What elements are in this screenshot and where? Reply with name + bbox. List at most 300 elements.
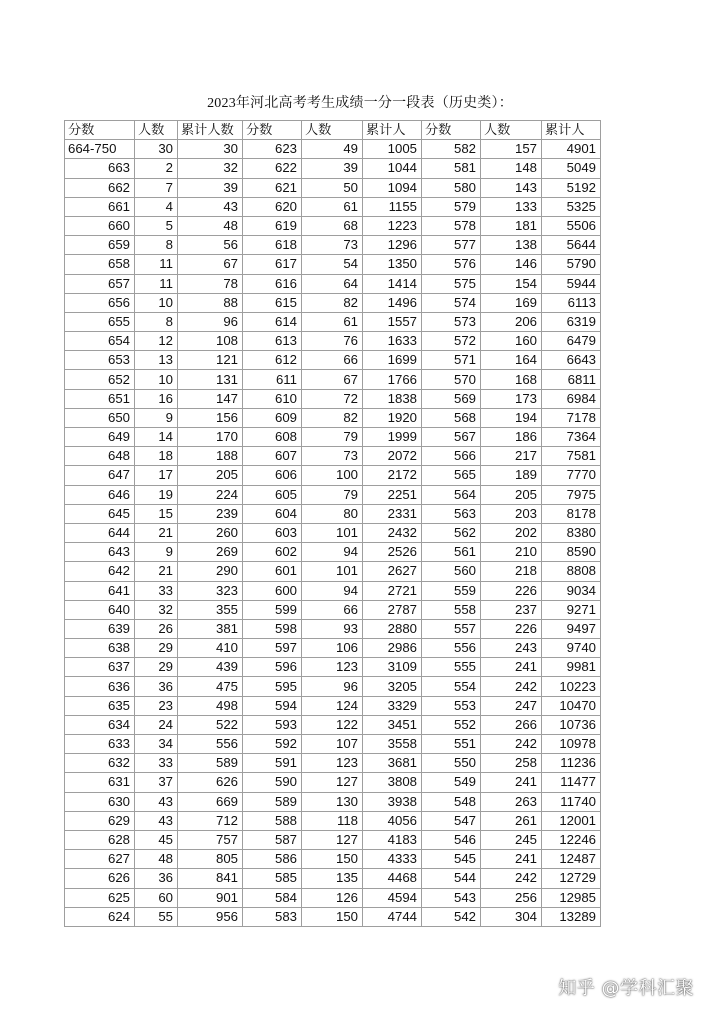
table-cell: 661 <box>65 197 135 216</box>
table-cell: 614 <box>243 312 302 331</box>
table-cell: 7975 <box>542 485 601 504</box>
table-cell: 9 <box>135 408 178 427</box>
table-cell: 32 <box>135 600 178 619</box>
table-cell: 130 <box>302 792 363 811</box>
table-cell: 564 <box>422 485 481 504</box>
table-cell: 3808 <box>363 773 422 792</box>
table-cell: 648 <box>65 447 135 466</box>
table-cell: 1155 <box>363 197 422 216</box>
table-cell: 655 <box>65 312 135 331</box>
table-cell: 24 <box>135 715 178 734</box>
table-cell: 11 <box>135 255 178 274</box>
table-cell: 355 <box>178 600 243 619</box>
table-cell: 544 <box>422 869 481 888</box>
table-row <box>65 140 601 159</box>
table-cell: 239 <box>178 504 243 523</box>
table-cell: 757 <box>178 830 243 849</box>
table-cell: 620 <box>243 197 302 216</box>
table-cell: 1496 <box>363 293 422 312</box>
table-cell: 247 <box>481 696 542 715</box>
table-cell: 439 <box>178 658 243 677</box>
table-cell: 1223 <box>363 216 422 235</box>
table-cell: 647 <box>65 466 135 485</box>
table-cell: 10470 <box>542 696 601 715</box>
table-row <box>65 888 601 907</box>
table-cell: 410 <box>178 639 243 658</box>
table-row <box>65 562 601 581</box>
table-cell: 3938 <box>363 792 422 811</box>
table-cell: 558 <box>422 600 481 619</box>
score-distribution-table <box>64 120 601 927</box>
table-cell: 79 <box>302 428 363 447</box>
table-cell: 241 <box>481 850 542 869</box>
table-cell: 13289 <box>542 907 601 926</box>
table-cell: 621 <box>243 178 302 197</box>
table-cell: 10 <box>135 370 178 389</box>
table-cell: 12 <box>135 332 178 351</box>
table-cell: 560 <box>422 562 481 581</box>
table-cell: 18 <box>135 447 178 466</box>
table-cell: 15 <box>135 504 178 523</box>
column-header: 累计人 <box>363 121 422 140</box>
table-cell: 597 <box>243 639 302 658</box>
table-cell: 6113 <box>542 293 601 312</box>
table-cell: 9034 <box>542 581 601 600</box>
table-cell: 593 <box>243 715 302 734</box>
table-row <box>65 312 601 331</box>
table-cell: 6643 <box>542 351 601 370</box>
table-cell: 107 <box>302 735 363 754</box>
table-row <box>65 543 601 562</box>
table-cell: 634 <box>65 715 135 734</box>
table-cell: 23 <box>135 696 178 715</box>
table-cell: 580 <box>422 178 481 197</box>
table-cell: 475 <box>178 677 243 696</box>
table-cell: 635 <box>65 696 135 715</box>
table-cell: 571 <box>422 351 481 370</box>
table-cell: 654 <box>65 332 135 351</box>
table-row <box>65 830 601 849</box>
table-cell: 662 <box>65 178 135 197</box>
table-cell: 8178 <box>542 504 601 523</box>
table-cell: 243 <box>481 639 542 658</box>
table-cell: 605 <box>243 485 302 504</box>
table-cell: 2331 <box>363 504 422 523</box>
table-cell: 241 <box>481 658 542 677</box>
table-cell: 604 <box>243 504 302 523</box>
table-cell: 556 <box>422 639 481 658</box>
table-cell: 598 <box>243 619 302 638</box>
table-cell: 381 <box>178 619 243 638</box>
table-body <box>65 140 601 927</box>
table-cell: 12001 <box>542 811 601 830</box>
table-cell: 644 <box>65 523 135 542</box>
table-cell: 50 <box>302 178 363 197</box>
table-cell: 577 <box>422 236 481 255</box>
column-header: 分数 <box>65 121 135 140</box>
table-cell: 575 <box>422 274 481 293</box>
table-cell: 323 <box>178 581 243 600</box>
table-cell: 1766 <box>363 370 422 389</box>
table-cell: 6811 <box>542 370 601 389</box>
table-row <box>65 581 601 600</box>
table-cell: 11740 <box>542 792 601 811</box>
table-cell: 61 <box>302 312 363 331</box>
table-cell: 124 <box>302 696 363 715</box>
table-cell: 169 <box>481 293 542 312</box>
table-cell: 625 <box>65 888 135 907</box>
table-cell: 194 <box>481 408 542 427</box>
table-cell: 122 <box>302 715 363 734</box>
table-cell: 2 <box>135 159 178 178</box>
table-cell: 5325 <box>542 197 601 216</box>
table-cell: 6479 <box>542 332 601 351</box>
table-cell: 568 <box>422 408 481 427</box>
table-cell: 8590 <box>542 543 601 562</box>
table-cell: 66 <box>302 600 363 619</box>
table-cell: 131 <box>178 370 243 389</box>
table-cell: 61 <box>302 197 363 216</box>
table-cell: 127 <box>302 830 363 849</box>
table-cell: 150 <box>302 907 363 926</box>
table-cell: 68 <box>302 216 363 235</box>
table-cell: 19 <box>135 485 178 504</box>
table-cell: 1633 <box>363 332 422 351</box>
table-cell: 610 <box>243 389 302 408</box>
table-cell: 237 <box>481 600 542 619</box>
table-cell: 632 <box>65 754 135 773</box>
table-cell: 49 <box>302 140 363 159</box>
table-cell: 639 <box>65 619 135 638</box>
table-cell: 72 <box>302 389 363 408</box>
table-row <box>65 600 601 619</box>
table-cell: 203 <box>481 504 542 523</box>
table-cell: 266 <box>481 715 542 734</box>
table-cell: 9740 <box>542 639 601 658</box>
table-cell: 94 <box>302 581 363 600</box>
table-cell: 217 <box>481 447 542 466</box>
table-cell: 609 <box>243 408 302 427</box>
table-cell: 67 <box>302 370 363 389</box>
table-cell: 5644 <box>542 236 601 255</box>
table-cell: 188 <box>178 447 243 466</box>
table-cell: 157 <box>481 140 542 159</box>
table-cell: 150 <box>302 850 363 869</box>
table-cell: 133 <box>481 197 542 216</box>
table-cell: 29 <box>135 639 178 658</box>
table-cell: 39 <box>178 178 243 197</box>
table-cell: 522 <box>178 715 243 734</box>
table-cell: 96 <box>302 677 363 696</box>
table-row <box>65 408 601 427</box>
table-cell: 181 <box>481 216 542 235</box>
column-header: 累计人数 <box>178 121 243 140</box>
table-cell: 205 <box>481 485 542 504</box>
table-cell: 94 <box>302 543 363 562</box>
table-cell: 93 <box>302 619 363 638</box>
table-cell: 565 <box>422 466 481 485</box>
table-cell: 60 <box>135 888 178 907</box>
table-cell: 242 <box>481 677 542 696</box>
table-row <box>65 811 601 830</box>
table-cell: 34 <box>135 735 178 754</box>
table-cell: 590 <box>243 773 302 792</box>
table-cell: 548 <box>422 792 481 811</box>
table-cell: 582 <box>422 140 481 159</box>
table-row <box>65 504 601 523</box>
table-cell: 646 <box>65 485 135 504</box>
table-cell: 574 <box>422 293 481 312</box>
table-row <box>65 619 601 638</box>
table-cell: 186 <box>481 428 542 447</box>
table-cell: 589 <box>243 792 302 811</box>
table-cell: 143 <box>481 178 542 197</box>
table-cell: 602 <box>243 543 302 562</box>
table-cell: 106 <box>302 639 363 658</box>
table-row <box>65 332 601 351</box>
table-cell: 9981 <box>542 658 601 677</box>
table-cell: 557 <box>422 619 481 638</box>
table-cell: 572 <box>422 332 481 351</box>
table-cell: 5 <box>135 216 178 235</box>
table-cell: 4333 <box>363 850 422 869</box>
table-cell: 37 <box>135 773 178 792</box>
table-cell: 2627 <box>363 562 422 581</box>
table-row <box>65 735 601 754</box>
table-cell: 160 <box>481 332 542 351</box>
table-cell: 542 <box>422 907 481 926</box>
table-cell: 4468 <box>363 869 422 888</box>
table-cell: 613 <box>243 332 302 351</box>
table-cell: 712 <box>178 811 243 830</box>
table-cell: 618 <box>243 236 302 255</box>
table-cell: 561 <box>422 543 481 562</box>
table-cell: 4056 <box>363 811 422 830</box>
table-cell: 54 <box>302 255 363 274</box>
table-cell: 2251 <box>363 485 422 504</box>
table-cell: 669 <box>178 792 243 811</box>
table-cell: 43 <box>178 197 243 216</box>
table-cell: 659 <box>65 236 135 255</box>
column-header: 人数 <box>135 121 178 140</box>
table-cell: 218 <box>481 562 542 581</box>
table-row <box>65 773 601 792</box>
table-cell: 269 <box>178 543 243 562</box>
table-cell: 88 <box>178 293 243 312</box>
table-cell: 256 <box>481 888 542 907</box>
table-cell: 616 <box>243 274 302 293</box>
table-cell: 1350 <box>363 255 422 274</box>
table-cell: 202 <box>481 523 542 542</box>
table-cell: 2721 <box>363 581 422 600</box>
table-cell: 1999 <box>363 428 422 447</box>
table-row <box>65 274 601 293</box>
table-cell: 549 <box>422 773 481 792</box>
table-cell: 66 <box>302 351 363 370</box>
table-cell: 2172 <box>363 466 422 485</box>
table-cell: 36 <box>135 869 178 888</box>
table-cell: 641 <box>65 581 135 600</box>
table-cell: 1838 <box>363 389 422 408</box>
table-cell: 5944 <box>542 274 601 293</box>
table-cell: 9271 <box>542 600 601 619</box>
table-cell: 9497 <box>542 619 601 638</box>
table-cell: 10 <box>135 293 178 312</box>
table-cell: 581 <box>422 159 481 178</box>
table-cell: 263 <box>481 792 542 811</box>
table-cell: 7178 <box>542 408 601 427</box>
table-cell: 78 <box>178 274 243 293</box>
table-cell: 573 <box>422 312 481 331</box>
table-cell: 660 <box>65 216 135 235</box>
table-row <box>65 677 601 696</box>
table-cell: 241 <box>481 773 542 792</box>
table-row <box>65 907 601 926</box>
table-cell: 637 <box>65 658 135 677</box>
column-header: 分数 <box>422 121 481 140</box>
table-cell: 3205 <box>363 677 422 696</box>
table-row <box>65 485 601 504</box>
table-cell: 628 <box>65 830 135 849</box>
table-cell: 148 <box>481 159 542 178</box>
table-cell: 82 <box>302 293 363 312</box>
table-cell: 1920 <box>363 408 422 427</box>
table-cell: 2432 <box>363 523 422 542</box>
table-cell: 623 <box>243 140 302 159</box>
table-cell: 127 <box>302 773 363 792</box>
table-cell: 545 <box>422 850 481 869</box>
table-cell: 594 <box>243 696 302 715</box>
table-cell: 189 <box>481 466 542 485</box>
table-cell: 56 <box>178 236 243 255</box>
table-cell: 12985 <box>542 888 601 907</box>
table-cell: 547 <box>422 811 481 830</box>
table-cell: 164 <box>481 351 542 370</box>
table-row <box>65 236 601 255</box>
column-header: 人数 <box>302 121 363 140</box>
table-row <box>65 293 601 312</box>
table-cell: 630 <box>65 792 135 811</box>
table-cell: 611 <box>243 370 302 389</box>
table-cell: 3681 <box>363 754 422 773</box>
table-row <box>65 639 601 658</box>
table-cell: 242 <box>481 735 542 754</box>
table-cell: 11236 <box>542 754 601 773</box>
table-cell: 26 <box>135 619 178 638</box>
table-cell: 643 <box>65 543 135 562</box>
table-cell: 567 <box>422 428 481 447</box>
table-cell: 805 <box>178 850 243 869</box>
column-header: 累计人 <box>542 121 601 140</box>
table-row <box>65 370 601 389</box>
table-cell: 658 <box>65 255 135 274</box>
table-cell: 12487 <box>542 850 601 869</box>
table-cell: 591 <box>243 754 302 773</box>
table-cell: 8808 <box>542 562 601 581</box>
table-cell: 11477 <box>542 773 601 792</box>
table-cell: 79 <box>302 485 363 504</box>
table-cell: 1005 <box>363 140 422 159</box>
table-cell: 261 <box>481 811 542 830</box>
table-cell: 638 <box>65 639 135 658</box>
table-row <box>65 523 601 542</box>
table-cell: 656 <box>65 293 135 312</box>
table-cell: 2072 <box>363 447 422 466</box>
table-cell: 304 <box>481 907 542 926</box>
table-cell: 17 <box>135 466 178 485</box>
table-cell: 82 <box>302 408 363 427</box>
table-cell: 11 <box>135 274 178 293</box>
table-cell: 555 <box>422 658 481 677</box>
table-cell: 12246 <box>542 830 601 849</box>
table-cell: 554 <box>422 677 481 696</box>
table-cell: 1044 <box>363 159 422 178</box>
table-cell: 626 <box>178 773 243 792</box>
table-cell: 622 <box>243 159 302 178</box>
table-cell: 108 <box>178 332 243 351</box>
table-cell: 210 <box>481 543 542 562</box>
table-header-row <box>65 121 601 140</box>
table-cell: 226 <box>481 619 542 638</box>
table-cell: 242 <box>481 869 542 888</box>
table-cell: 73 <box>302 447 363 466</box>
table-cell: 33 <box>135 754 178 773</box>
table-cell: 45 <box>135 830 178 849</box>
table-cell: 146 <box>481 255 542 274</box>
table-cell: 260 <box>178 523 243 542</box>
table-cell: 80 <box>302 504 363 523</box>
table-cell: 586 <box>243 850 302 869</box>
table-cell: 12729 <box>542 869 601 888</box>
table-cell: 901 <box>178 888 243 907</box>
table-cell: 5790 <box>542 255 601 274</box>
table-cell: 30 <box>135 140 178 159</box>
table-cell: 624 <box>65 907 135 926</box>
table-cell: 156 <box>178 408 243 427</box>
table-cell: 48 <box>135 850 178 869</box>
table-cell: 663 <box>65 159 135 178</box>
table-cell: 652 <box>65 370 135 389</box>
table-cell: 32 <box>178 159 243 178</box>
table-cell: 121 <box>178 351 243 370</box>
table-cell: 596 <box>243 658 302 677</box>
column-header: 人数 <box>481 121 542 140</box>
table-cell: 606 <box>243 466 302 485</box>
table-cell: 553 <box>422 696 481 715</box>
table-cell: 48 <box>178 216 243 235</box>
table-cell: 36 <box>135 677 178 696</box>
table-cell: 73 <box>302 236 363 255</box>
table-cell: 43 <box>135 792 178 811</box>
table-cell: 589 <box>178 754 243 773</box>
table-cell: 626 <box>65 869 135 888</box>
table-cell: 170 <box>178 428 243 447</box>
table-cell: 651 <box>65 389 135 408</box>
table-cell: 168 <box>481 370 542 389</box>
table-cell: 6319 <box>542 312 601 331</box>
table-cell: 55 <box>135 907 178 926</box>
table-cell: 30 <box>178 140 243 159</box>
table-cell: 600 <box>243 581 302 600</box>
table-cell: 245 <box>481 830 542 849</box>
table-row <box>65 447 601 466</box>
table-cell: 16 <box>135 389 178 408</box>
table-cell: 258 <box>481 754 542 773</box>
table-cell: 33 <box>135 581 178 600</box>
table-cell: 579 <box>422 197 481 216</box>
table-cell: 154 <box>481 274 542 293</box>
table-cell: 601 <box>243 562 302 581</box>
